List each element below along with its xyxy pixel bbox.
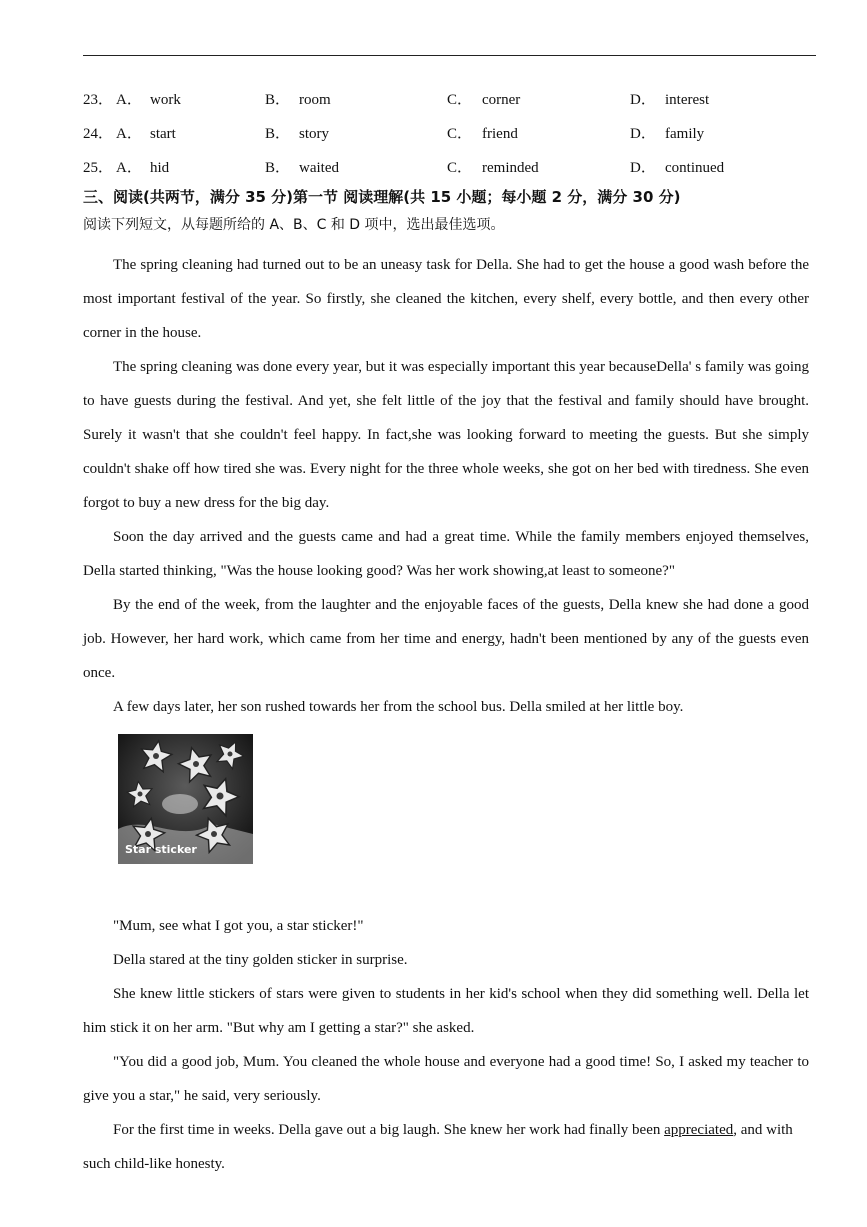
option-a: work <box>150 92 181 108</box>
option-letter-a: A． <box>116 92 142 108</box>
paragraph-5: A few days later, her son rushed towards her from the school bus. Della smiled at her little boy. <box>113 699 684 715</box>
option-a: hid <box>150 160 170 176</box>
option-b: room <box>299 92 331 108</box>
paragraph-6: "Mum, see what I got you, a star sticker!" <box>113 918 364 934</box>
illustration-block <box>83 724 809 909</box>
option-d: family <box>665 126 705 142</box>
option-d: continued <box>665 160 725 176</box>
option-a: start <box>150 126 176 142</box>
option-letter-b: B． <box>265 92 291 108</box>
paragraph-1: The spring cleaning had turned out to be an uneasy task for Della. She had to get the house a good wash before the most important festival of the year. So firstly, she cleaned the kitchen, every shelf, every bottle, and then every other corner in the house. <box>83 257 809 341</box>
instruction: 阅读下列短文，从每题所给的 A、B、C 和 D 项中，选出最佳选项。 <box>83 217 505 233</box>
section-title: 三、阅读(共两节，满分 35 分)第一节 阅读理解(共 15 小题；每小题 2 分，满分 30 分) <box>83 188 681 206</box>
paragraph-7: Della stared at the tiny golden sticker in surprise. <box>113 952 408 968</box>
question-number: 24． <box>83 126 114 142</box>
option-letter-d: D． <box>630 126 656 142</box>
paragraph-4: By the end of the week, from the laughter and the enjoyable faces of the guests, Della knew she had done a good job. However, her hard work, which came from her time and energy, hadn't been mentioned by any of the guests even once. <box>83 597 809 681</box>
reading-passage <box>83 248 809 1181</box>
option-letter-b: B． <box>265 126 291 142</box>
option-letter-c: C． <box>447 92 473 108</box>
question-number: 25． <box>83 160 114 176</box>
paragraph-2: The spring cleaning was done every year, but it was especially important this year becauseDella' s family was going to have guests during the festival. And yet, she felt little of the joy that the festival and family should have brought. Surely it wasn't that she couldn't feel happy. In fact,she was looking forward to meeting the guests. But she simply couldn't shake off how tired she was. Every night for the three whole weeks, she got on her bed with tiredness. She even forgot to buy a new dress for the big day. <box>83 359 809 511</box>
header-rule <box>83 55 816 56</box>
option-letter-b: B． <box>265 160 291 176</box>
option-c: corner <box>482 92 521 108</box>
underlined-word-appreciated: appreciated <box>664 1122 734 1138</box>
star-sticker-photo <box>118 734 253 864</box>
paragraph-3: Soon the day arrived and the guests came and had a great time. While the family members enjoyed themselves, Della started thinking, "Was the house looking good? Was her work showing,at least to someone?" <box>83 529 809 579</box>
option-letter-c: C． <box>447 160 473 176</box>
paragraph-10-text-end: , and with such child-like honesty. <box>83 1122 793 1172</box>
option-b: story <box>299 126 329 142</box>
paragraph-10-text-start: For the first time in weeks. Della gave out a big laugh. She knew her work had finally been <box>113 1122 665 1138</box>
option-c: friend <box>482 126 518 142</box>
option-letter-d: D． <box>630 92 656 108</box>
question-number: 23． <box>83 92 114 108</box>
option-c: reminded <box>482 160 539 176</box>
image-caption: Star sticker <box>125 843 197 856</box>
option-b: waited <box>299 160 339 176</box>
option-d: interest <box>665 92 710 108</box>
option-letter-a: A． <box>116 126 142 142</box>
option-letter-c: C． <box>447 126 473 142</box>
paragraph-9: "You did a good job, Mum. You cleaned the whole house and everyone had a good time! So, I asked my teacher to give you a star," he said, very seriously. <box>83 1054 809 1104</box>
paragraph-10 <box>83 1113 809 1181</box>
paragraph-8: She knew little stickers of stars were given to students in her kid's school when they did something well. Della let him stick it on her arm. "But why am I getting a star?" she asked. <box>83 986 809 1036</box>
option-letter-d: D． <box>630 160 656 176</box>
option-letter-a: A． <box>116 160 142 176</box>
